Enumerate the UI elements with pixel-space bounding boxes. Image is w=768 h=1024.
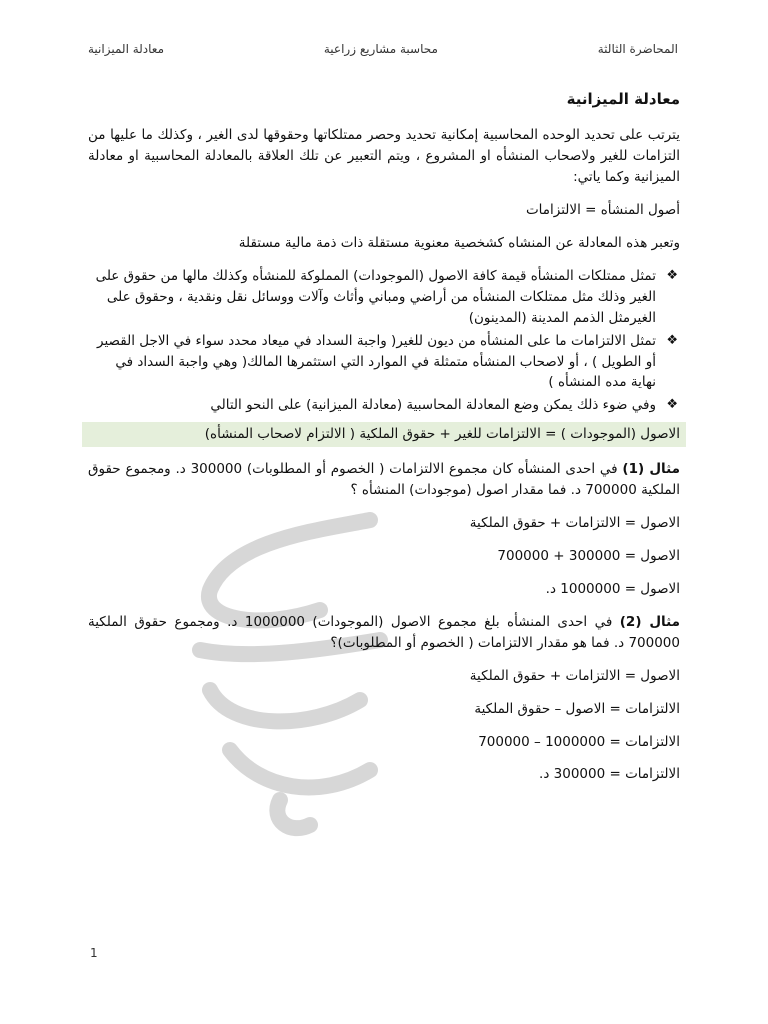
example-2 (88, 612, 680, 654)
example-2-step: الالتزامات = 300000 د. (539, 766, 680, 783)
bullet-text: وفي ضوء ذلك يمكن وضع المعادلة المحاسبية (معادلة الميزانية) على النحو التالي (210, 397, 656, 414)
intro-paragraph: يترتب على تحديد الوحده المحاسبية إمكانية تحديد وحصر ممتلكاتها وحقوقها لدى الغير ، وكذلك ما عليها من التزامات للغير ولاصحاب المنشأه او المشروع ، ويتم التعبير عن تلك العلاقة بالمعادلة المحاسبية او معادلة الميزانية وكما ياتي: (88, 127, 680, 186)
example-1-text: في احدى المنشأه كان مجموع الالتزامات ( الخصوم أو المطلوبات) 300000 د. ومجموع حقوق الملكية 700000 د. فما مقدار اصول (موجودات) المنشأه ؟ (88, 461, 680, 499)
page-header (88, 42, 678, 56)
example-2-step: الالتزامات = 1000000 – 700000 (478, 733, 680, 750)
bullet-item (88, 266, 678, 329)
bullet-text: تمثل الالتزامات ما على المنشأه من ديون للغير( واجبة السداد في ميعاد محدد سواء في الاجل القصير أو الطويل ) ، أو لاصحاب المنشأه متمثلة في الموارد التي استثمرها المالك( وهي واجبة السداد في نهاية مده المنشأه ) (97, 332, 656, 391)
page-number: 1 (90, 946, 98, 960)
example-1-label: مثال (1) (622, 461, 680, 478)
example-2-step: الالتزامات = الاصول – حقوق الملكية (474, 700, 680, 717)
bullet-text: تمثل ممتلكات المنشأه قيمة كافة الاصول (الموجودات) المملوكة للمنشأه وكذلك مالها من حقوق على الغير وذلك مثل ممتلكات المنشأه من أراضي ومباني وأثاث وآلات ووسائل نقل ونقدية ، وحقوق على الغيرمثل الذمم المدينة (المدينون) (95, 267, 656, 326)
example-1-step: الاصول = 1000000 د. (545, 580, 680, 597)
example-1 (88, 459, 680, 501)
highlighted-equation: الاصول (الموجودات ) = الالتزامات للغير + حقوق الملكية ( الالتزام لاصحاب المنشأه) (82, 422, 686, 447)
example-1-step: الاصول = 300000 + 700000 (497, 548, 680, 564)
diamond-bullet-icon: ❖ (666, 332, 678, 348)
example-2-text: في احدى المنشأه بلغ مجموع الاصول (الموجودات) 1000000 د. ومجموع حقوق الملكية 700000 د. فما هو مقدار الالتزامات ( الخصوم أو المطلوبات)؟ (88, 613, 680, 651)
equation-note: وتعبر هذه المعادلة عن المنشاه كشخصية معنوية مستقلة ذات ذمة مالية مستقلة (238, 234, 680, 251)
header-left-text: معادلة الميزانية (88, 42, 165, 56)
example-1-step: الاصول = الالتزامات + حقوق الملكية (469, 515, 680, 532)
header-center-text: محاسبة مشاريع زراعية (323, 42, 438, 56)
bullet-item (88, 331, 678, 394)
section-title: معادلة الميزانية (566, 90, 680, 108)
example-2-step: الاصول = الالتزامات + حقوق الملكية (469, 667, 680, 684)
header-right-text: المحاضرة الثالثة (597, 42, 678, 56)
diamond-bullet-icon: ❖ (666, 267, 678, 283)
example-2-label: مثال (2) (619, 613, 680, 630)
basic-equation: أصول المنشأه = الالتزامات (525, 202, 680, 219)
bullet-item (88, 395, 678, 416)
bullet-list (88, 266, 680, 416)
diamond-bullet-icon: ❖ (666, 397, 678, 413)
document-body (88, 88, 680, 797)
